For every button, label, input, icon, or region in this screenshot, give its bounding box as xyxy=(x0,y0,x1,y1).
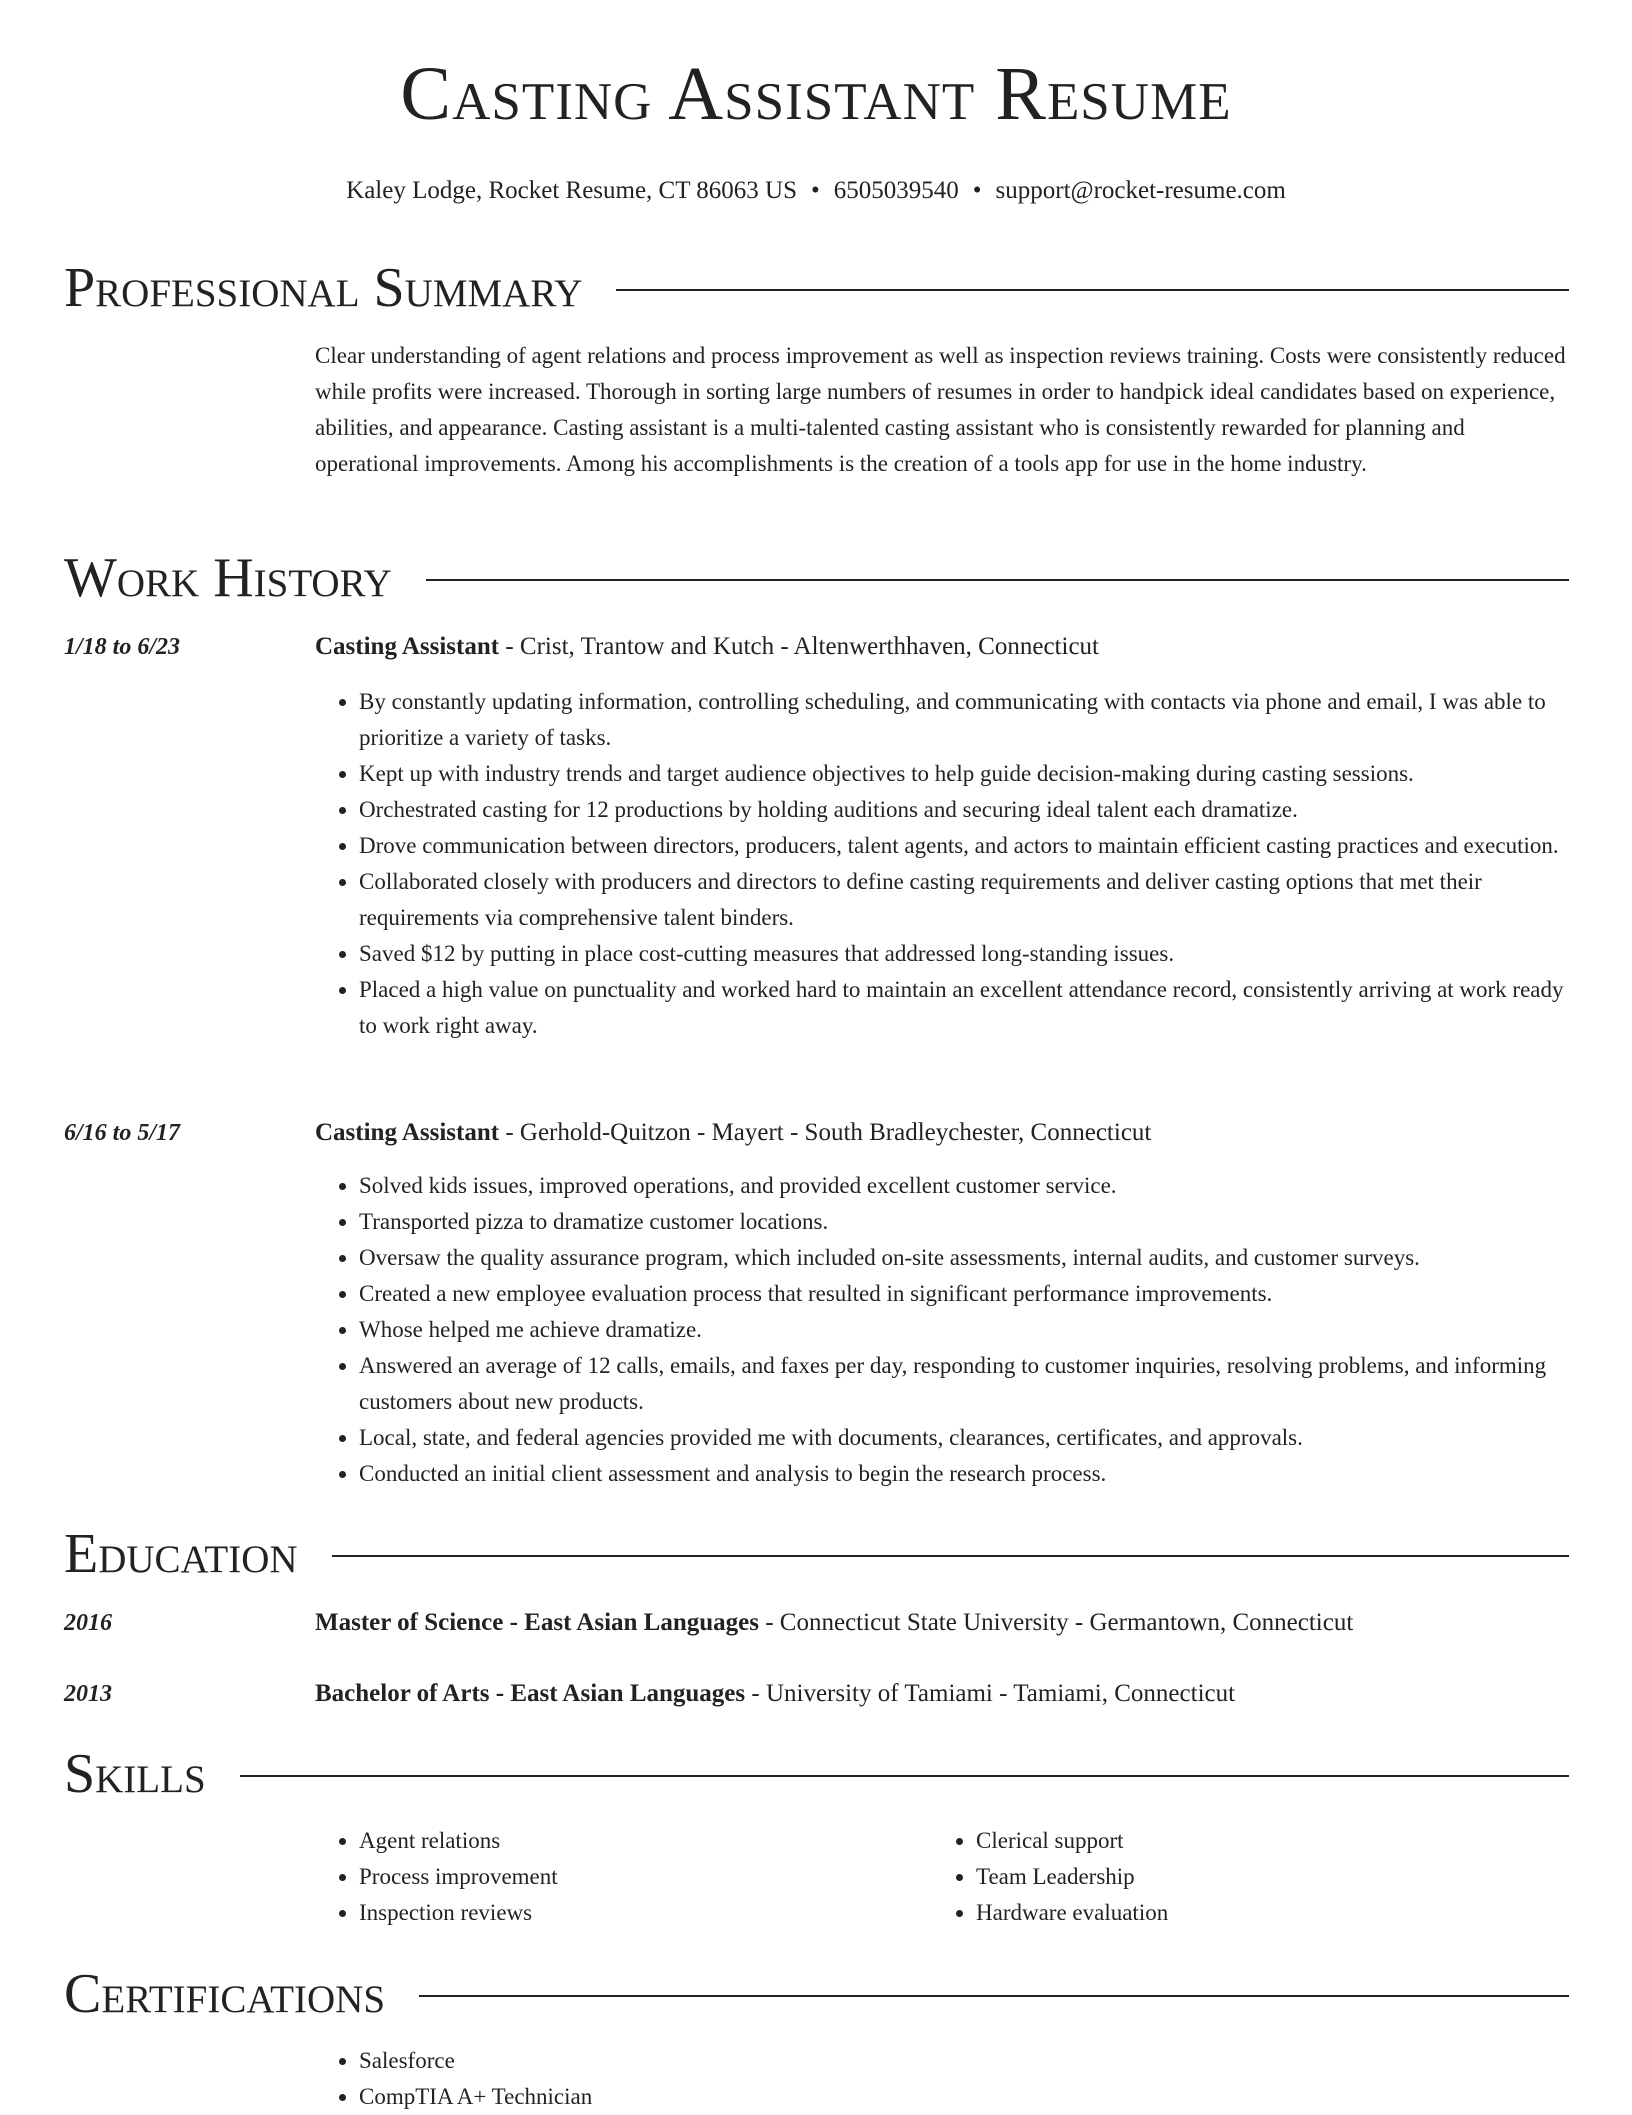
summary-heading: Professional Summary xyxy=(64,257,583,319)
education-section-heading xyxy=(64,1523,1569,1585)
section-divider xyxy=(240,1775,1569,1777)
summary-section-heading xyxy=(64,257,1569,319)
section-divider xyxy=(332,1555,1569,1557)
job-title: Casting Assistant xyxy=(315,633,500,660)
job-bullet: • Solved kids issues, improved operations, and provided excellent customer service. xyxy=(359,1168,1567,1204)
contact-separator: • xyxy=(811,177,820,204)
skill-item: • Team Leadership xyxy=(976,1859,1536,1895)
contact-email: support@rocket-resume.com xyxy=(995,177,1286,204)
skills-heading: Skills xyxy=(64,1743,206,1805)
skill-item: • Clerical support xyxy=(976,1823,1536,1859)
job-role-line xyxy=(315,629,1567,665)
job-details: - Gerhold-Quitzon - Mayert - South Bradleychester, Connecticut xyxy=(499,1119,1152,1146)
section-divider xyxy=(616,289,1569,291)
contact-line xyxy=(0,176,1632,206)
education-degree: Bachelor of Arts - East Asian Languages xyxy=(315,1680,746,1707)
job-title: Casting Assistant xyxy=(315,1119,500,1146)
certifications-heading: Certifications xyxy=(64,1963,386,2025)
job-bullet: • Saved $12 by putting in place cost-cutting measures that addressed long-standing issues. xyxy=(359,936,1567,972)
job-bullet: • By constantly updating information, controlling scheduling, and communicating with contacts via phone and email, I was able to prioritize a variety of tasks. xyxy=(359,684,1567,756)
section-divider xyxy=(426,579,1569,581)
education-degree: Master of Science - East Asian Languages xyxy=(315,1609,759,1636)
job-bullets xyxy=(315,1168,1567,1492)
resume-title: Casting Assistant Resume xyxy=(400,52,1232,136)
job-bullet: • Drove communication between directors, producers, talent agents, and actors to maintain efficient casting practices and execution. xyxy=(359,828,1567,864)
job-bullet: • Answered an average of 12 calls, emails, and faxes per day, responding to customer inquiries, resolving problems, and informing customers about new products. xyxy=(359,1348,1567,1420)
job-dates: 1/18 to 6/23 xyxy=(64,634,181,660)
job-bullets xyxy=(315,684,1567,1044)
certifications-section-heading xyxy=(64,1963,1569,2025)
education-heading: Education xyxy=(64,1523,298,1585)
job-bullet: • Oversaw the quality assurance program, which included on-site assessments, internal audits, and customer surveys. xyxy=(359,1240,1567,1276)
contact-address: Kaley Lodge, Rocket Resume, CT 86063 US xyxy=(346,177,798,204)
education-year: 2016 xyxy=(64,1610,112,1636)
job-bullet: • Conducted an initial client assessment and analysis to begin the research process. xyxy=(359,1456,1567,1492)
summary-text: Clear understanding of agent relations and process improvement as well as inspection reviews training. Costs were consistently reduced while profits were increased. Thorough in sorting large numbers of resumes in order to handpick ideal candidates based on experience, abilities, and appearance. Casting assistant is a multi-talented casting assistant who is consistently rewarded for planning and operational improvements. Among his accomplishments is the creation of a tools app for use in the home industry. xyxy=(315,343,1566,476)
education-details: - Connecticut State University - Germantown, Connecticut xyxy=(758,1609,1354,1636)
job-bullet: • Whose helped me achieve dramatize. xyxy=(359,1312,1567,1348)
education-entry xyxy=(315,1676,1567,1712)
skill-item: • Agent relations xyxy=(359,1823,919,1859)
job-dates: 6/16 to 5/17 xyxy=(64,1120,181,1146)
job-details: - Crist, Trantow and Kutch - Altenwerthhaven, Connecticut xyxy=(499,633,1099,660)
work-section-heading xyxy=(64,547,1569,609)
job-bullet: • Collaborated closely with producers and directors to define casting requirements and deliver casting options that met their requirements via comprehensive talent binders. xyxy=(359,864,1567,936)
section-divider xyxy=(419,1995,1569,1997)
job-bullet: • Created a new employee evaluation process that resulted in significant performance improvements. xyxy=(359,1276,1567,1312)
certification-item: • CompTIA A+ Technician xyxy=(359,2079,1159,2115)
education-year: 2013 xyxy=(64,1681,112,1707)
job-bullet: • Transported pizza to dramatize customer locations. xyxy=(359,1204,1567,1240)
job-bullet: • Kept up with industry trends and target audience objectives to help guide decision-making during casting sessions. xyxy=(359,756,1567,792)
certification-item: • Salesforce xyxy=(359,2043,1159,2079)
skill-item: • Inspection reviews xyxy=(359,1895,919,1931)
job-bullet: • Local, state, and federal agencies provided me with documents, clearances, certificates, and approvals. xyxy=(359,1420,1567,1456)
certifications-list xyxy=(315,2043,1159,2115)
job-bullet: • Placed a high value on punctuality and worked hard to maintain an excellent attendance record, consistently arriving at work ready to work right away. xyxy=(359,972,1567,1044)
skills-list-left xyxy=(315,1823,919,1931)
skill-item: • Hardware evaluation xyxy=(976,1895,1536,1931)
skills-list-right xyxy=(932,1823,1536,1931)
education-details: - University of Tamiami - Tamiami, Connecticut xyxy=(745,1680,1236,1707)
job-bullet: • Orchestrated casting for 12 productions by holding auditions and securing ideal talent each dramatize. xyxy=(359,792,1567,828)
education-entry xyxy=(315,1605,1567,1641)
job-role-line xyxy=(315,1115,1567,1151)
contact-separator: • xyxy=(972,177,982,204)
skill-item: • Process improvement xyxy=(359,1859,919,1895)
contact-phone: 6505039540 xyxy=(833,177,959,204)
work-heading: Work History xyxy=(64,547,392,609)
skills-section-heading xyxy=(64,1743,1569,1805)
